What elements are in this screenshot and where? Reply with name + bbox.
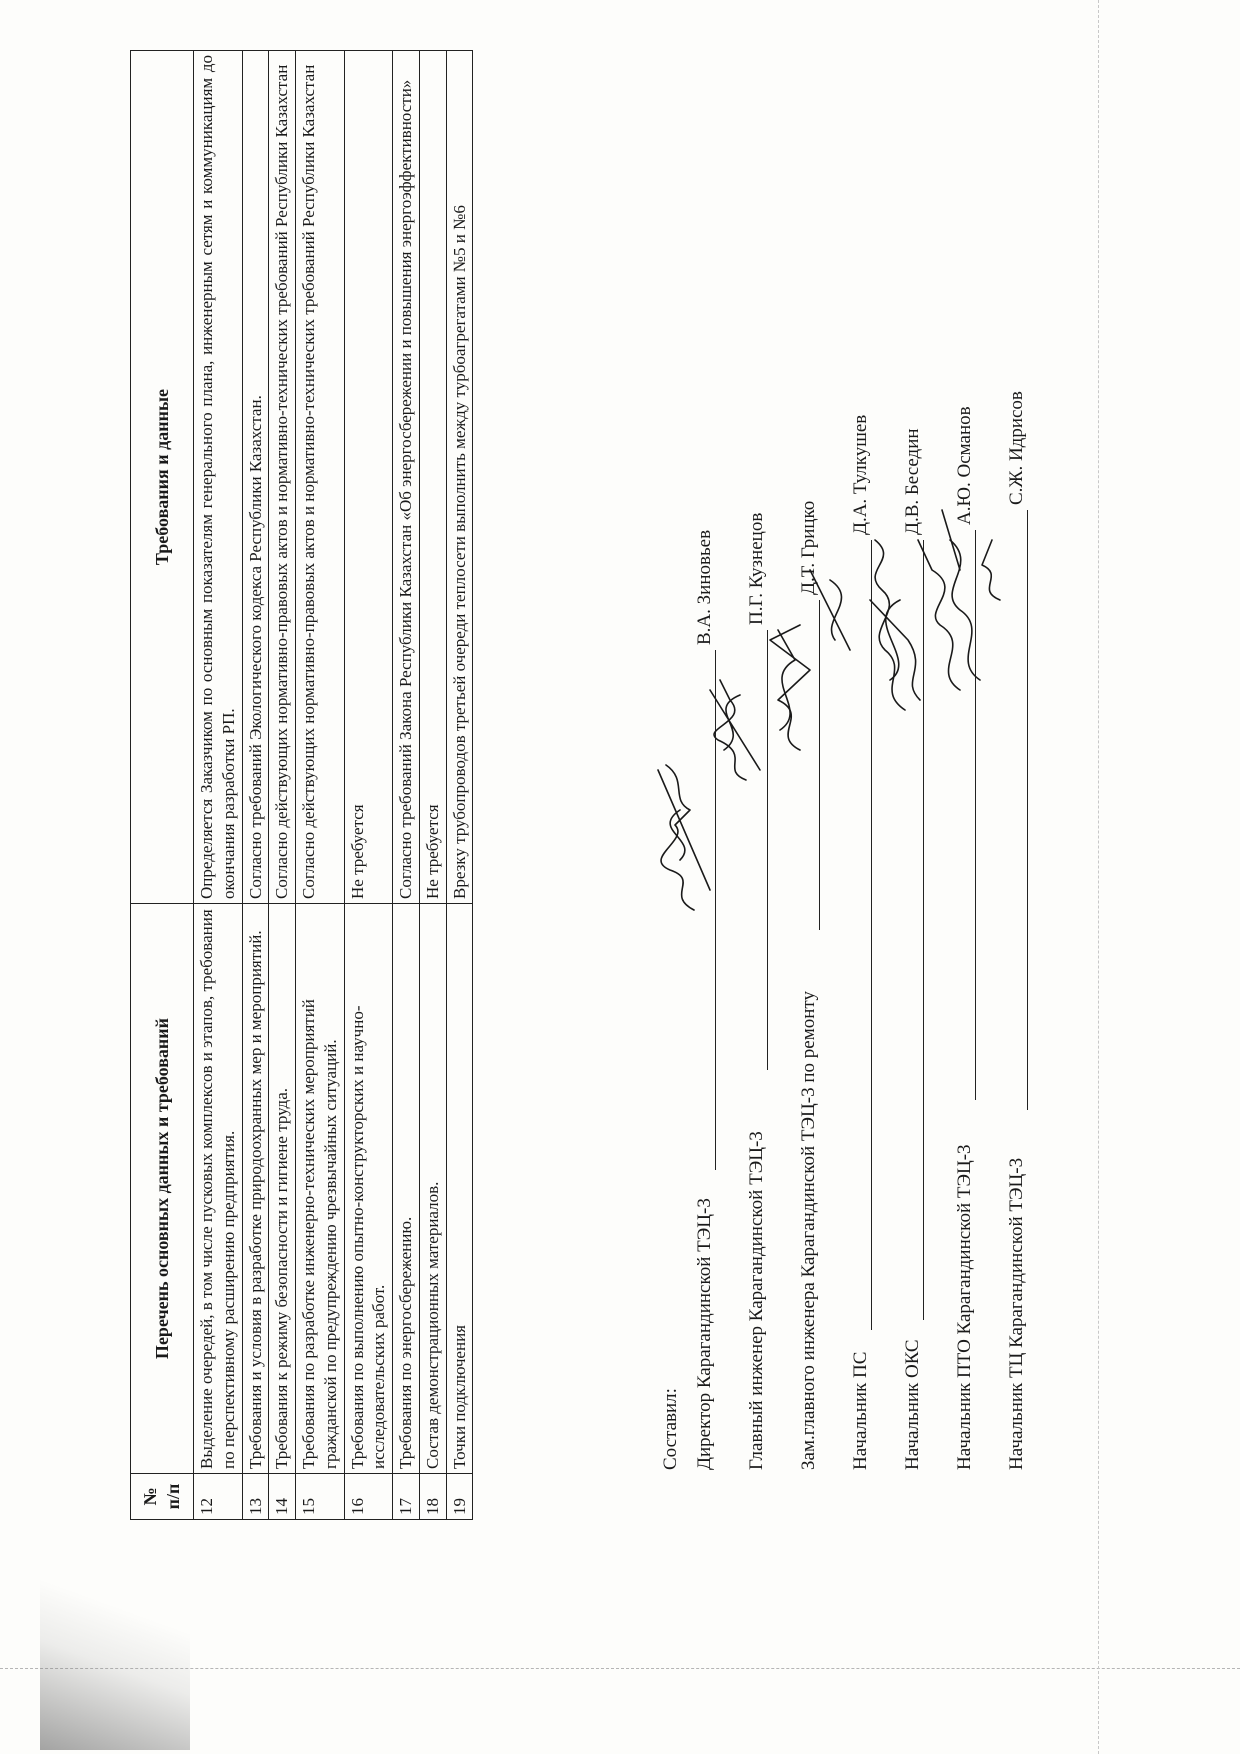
- signer-position: Директор Карагандинской ТЭЦ-3: [694, 1198, 715, 1470]
- row-number: 16: [344, 1474, 393, 1520]
- table-row: [393, 51, 420, 1520]
- signature-scribble: [918, 540, 960, 690]
- compiled-label: Составил:: [660, 1388, 681, 1470]
- row-requirement: Не требуется: [419, 51, 446, 904]
- row-requirement: Согласно действующих нормативно-правовых актов и нормативно-технических требований Республики Казахстан: [269, 51, 296, 904]
- signer-name: В.А. Зиновьев: [694, 529, 715, 645]
- row-requirement: Врезку трубопроводов третьей очереди теплосети выполнить между турбоагрегатами №5 и №6: [446, 51, 473, 904]
- header-num: № п/п: [131, 1474, 194, 1520]
- row-item: Требования по выполнению опытно-конструкторских и научно-исследовательских работ.: [344, 904, 393, 1474]
- row-number: 13: [242, 1474, 269, 1520]
- row-item: Требования по энергосбережению.: [393, 904, 420, 1474]
- row-requirement: Определяется Заказчиком по основным показателям генерального плана, инженерным сетям и коммуникациям до окончания разработки РП.: [194, 51, 243, 904]
- table-row: [269, 51, 296, 1520]
- signer-position: Зам.главного инженера Карагандинской ТЭЦ-3 по ремонту: [798, 991, 819, 1470]
- signer-position: Начальник ТЦ Карагандинской ТЭЦ-3: [1006, 1157, 1027, 1470]
- table-header-row: [131, 51, 194, 1520]
- row-requirement: Согласно действующих нормативно-правовых актов и нормативно-технических требований Республики Казахстан: [296, 51, 345, 904]
- signature-scribble: [658, 770, 710, 890]
- table-row: [446, 51, 473, 1520]
- row-number: 12: [194, 1474, 243, 1520]
- signer-name: А.Ю. Османов: [954, 406, 975, 525]
- row-number: 18: [419, 1474, 446, 1520]
- handwritten-signatures: [660, 370, 1060, 1470]
- signature-scribble: [714, 680, 746, 780]
- signer-position: Начальник ОКС: [902, 1339, 923, 1470]
- rotated-page-content: [0, 50, 1240, 1700]
- signer-name: С.Ж. Идрисов: [1006, 391, 1027, 505]
- signer-name: Д.В. Беседин: [902, 428, 923, 535]
- signer-name: Д.Т. Грицко: [798, 500, 819, 595]
- table-row: [296, 51, 345, 1520]
- header-list: Перечень основных данных и требований: [131, 904, 194, 1474]
- row-requirement: Согласно требований Закона Республики Казахстан «Об энергосбережении и повышения энергоэффективности»: [393, 51, 420, 904]
- row-item: Точки подключения: [446, 904, 473, 1474]
- signer-position: Начальник ПТО Карагандинской ТЭЦ-3: [954, 1144, 975, 1470]
- row-number: 19: [446, 1474, 473, 1520]
- table-row: [344, 51, 393, 1520]
- signature-scribble: [875, 540, 905, 710]
- signature-scribble: [770, 625, 810, 750]
- signature-scribble: [778, 630, 795, 730]
- signature-scribble: [942, 510, 1000, 600]
- row-number: 14: [269, 1474, 296, 1520]
- row-item: Выделение очередей, в том числе пусковых комплексов и этапов, требования по перспективному расширению предприятия.: [194, 904, 243, 1474]
- row-item: Требования по разработке инженерно-технических мероприятий гражданской по предупреждению чрезвычайных ситуаций.: [296, 904, 345, 1474]
- table-row: [419, 51, 446, 1520]
- row-requirement: Согласно требований Экологического кодекса Республики Казахстан.: [242, 51, 269, 904]
- header-requirements: Требования и данные: [131, 51, 194, 904]
- signer-name: Д.А. Тулкушев: [850, 414, 871, 535]
- row-item: Требования и условия в разработке природоохранных мер и мероприятий.: [242, 904, 269, 1474]
- row-item: Состав демонстрационных материалов.: [419, 904, 446, 1474]
- signature-scribble: [810, 570, 850, 650]
- row-requirement: Не требуется: [344, 51, 393, 904]
- row-item: Требования к режиму безопасности и гигиене труда.: [269, 904, 296, 1474]
- signer-name: П.Г. Кузнецов: [746, 512, 767, 625]
- requirements-table: [130, 50, 473, 1520]
- row-number: 15: [296, 1474, 345, 1520]
- row-number: 17: [393, 1474, 420, 1520]
- table-row: [194, 51, 243, 1520]
- table-row: [242, 51, 269, 1520]
- signature-scribble: [870, 600, 920, 700]
- signer-position: Начальник ПС: [850, 1351, 871, 1470]
- signer-position: Главный инженер Карагандинской ТЭЦ-3: [746, 1131, 767, 1470]
- signature-scribble: [950, 540, 980, 680]
